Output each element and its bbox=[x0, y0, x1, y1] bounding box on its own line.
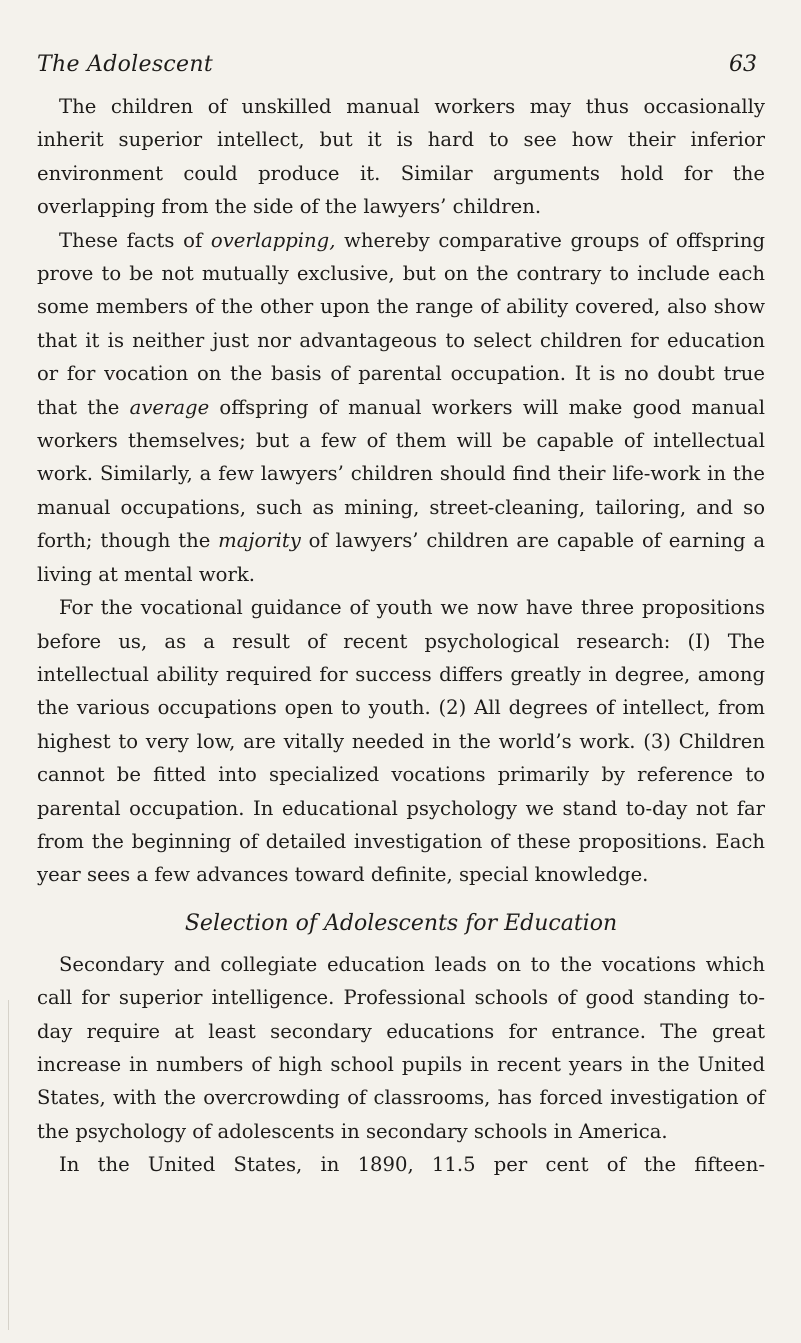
italic-text: average bbox=[129, 395, 210, 419]
page-edge-shadow bbox=[8, 1000, 9, 1330]
italic-text: overlapping, bbox=[210, 228, 336, 252]
paragraph bbox=[37, 948, 765, 1148]
text-run: These facts of bbox=[59, 228, 211, 252]
text-run: whereby comparative groups of offspring prove to be not mutually exclusive, but on the contrary to include each some members of the other upon the range of ability covered, also show that it is neither just nor advantageous to select children for education or for vocation on the basis of parental occupation. It is no doubt true that the bbox=[37, 228, 765, 419]
text-run: In the United States, in 1890, 11.5 per cent of the fifteen- bbox=[59, 1153, 765, 1177]
paragraph bbox=[37, 1148, 765, 1181]
paragraph bbox=[37, 591, 765, 892]
text-run: of lawyers’ children are capable of earning a living at mental work. bbox=[37, 529, 765, 586]
body-text bbox=[37, 90, 765, 892]
running-head bbox=[37, 52, 765, 90]
paragraph bbox=[37, 90, 765, 224]
page-number: 63 bbox=[729, 52, 757, 77]
book-page bbox=[37, 52, 765, 1182]
italic-text: majority bbox=[218, 529, 301, 553]
text-run: For the vocational guidance of youth we now have three propositions before us, as a result of recent psychological research: (I) The intellectual ability required for success differs greatly in degree, among the various occupations open to youth. (2) All degrees of intellect, from highest to very low, are vitally needed in the world’s work. (3) Children cannot be fitted into specialized vocations primarily by reference to parental occupation. In educational psychology we stand to-day not far from the beginning of detailed investigation of these propositions. Each year sees a few advances toward definite, special knowledge. bbox=[37, 596, 765, 887]
text-run: offspring of manual workers will make good manual workers themselves; but a few of them will be capable of intellectual work. Similarly, a few lawyers’ children should find their life-work in the manual occupations, such as mining, street-cleaning, tailoring, and so forth; though the bbox=[37, 395, 766, 553]
paragraph bbox=[37, 224, 765, 591]
text-run: The children of unskilled manual workers may thus occasionally inherit superior intellect, but it is hard to see how their inferior environment could produce it. Similar arguments hold for the overlapping from the side of the lawyers’ children. bbox=[37, 95, 765, 219]
body-text-continued bbox=[37, 948, 765, 1182]
text-run: Secondary and collegiate education leads on to the vocations which call for superior intelligence. Professional schools of good standing to-day require at least secondary educations for entrance. The great increase in numbers of high school pupils in recent years in the United States, with the overcrowding of classrooms, has forced investigation of the psychology of adolescents in secondary schools in America. bbox=[37, 952, 765, 1143]
section-heading: Selection of Adolescents for Education bbox=[184, 910, 618, 936]
running-title: The Adolescent bbox=[37, 52, 213, 77]
